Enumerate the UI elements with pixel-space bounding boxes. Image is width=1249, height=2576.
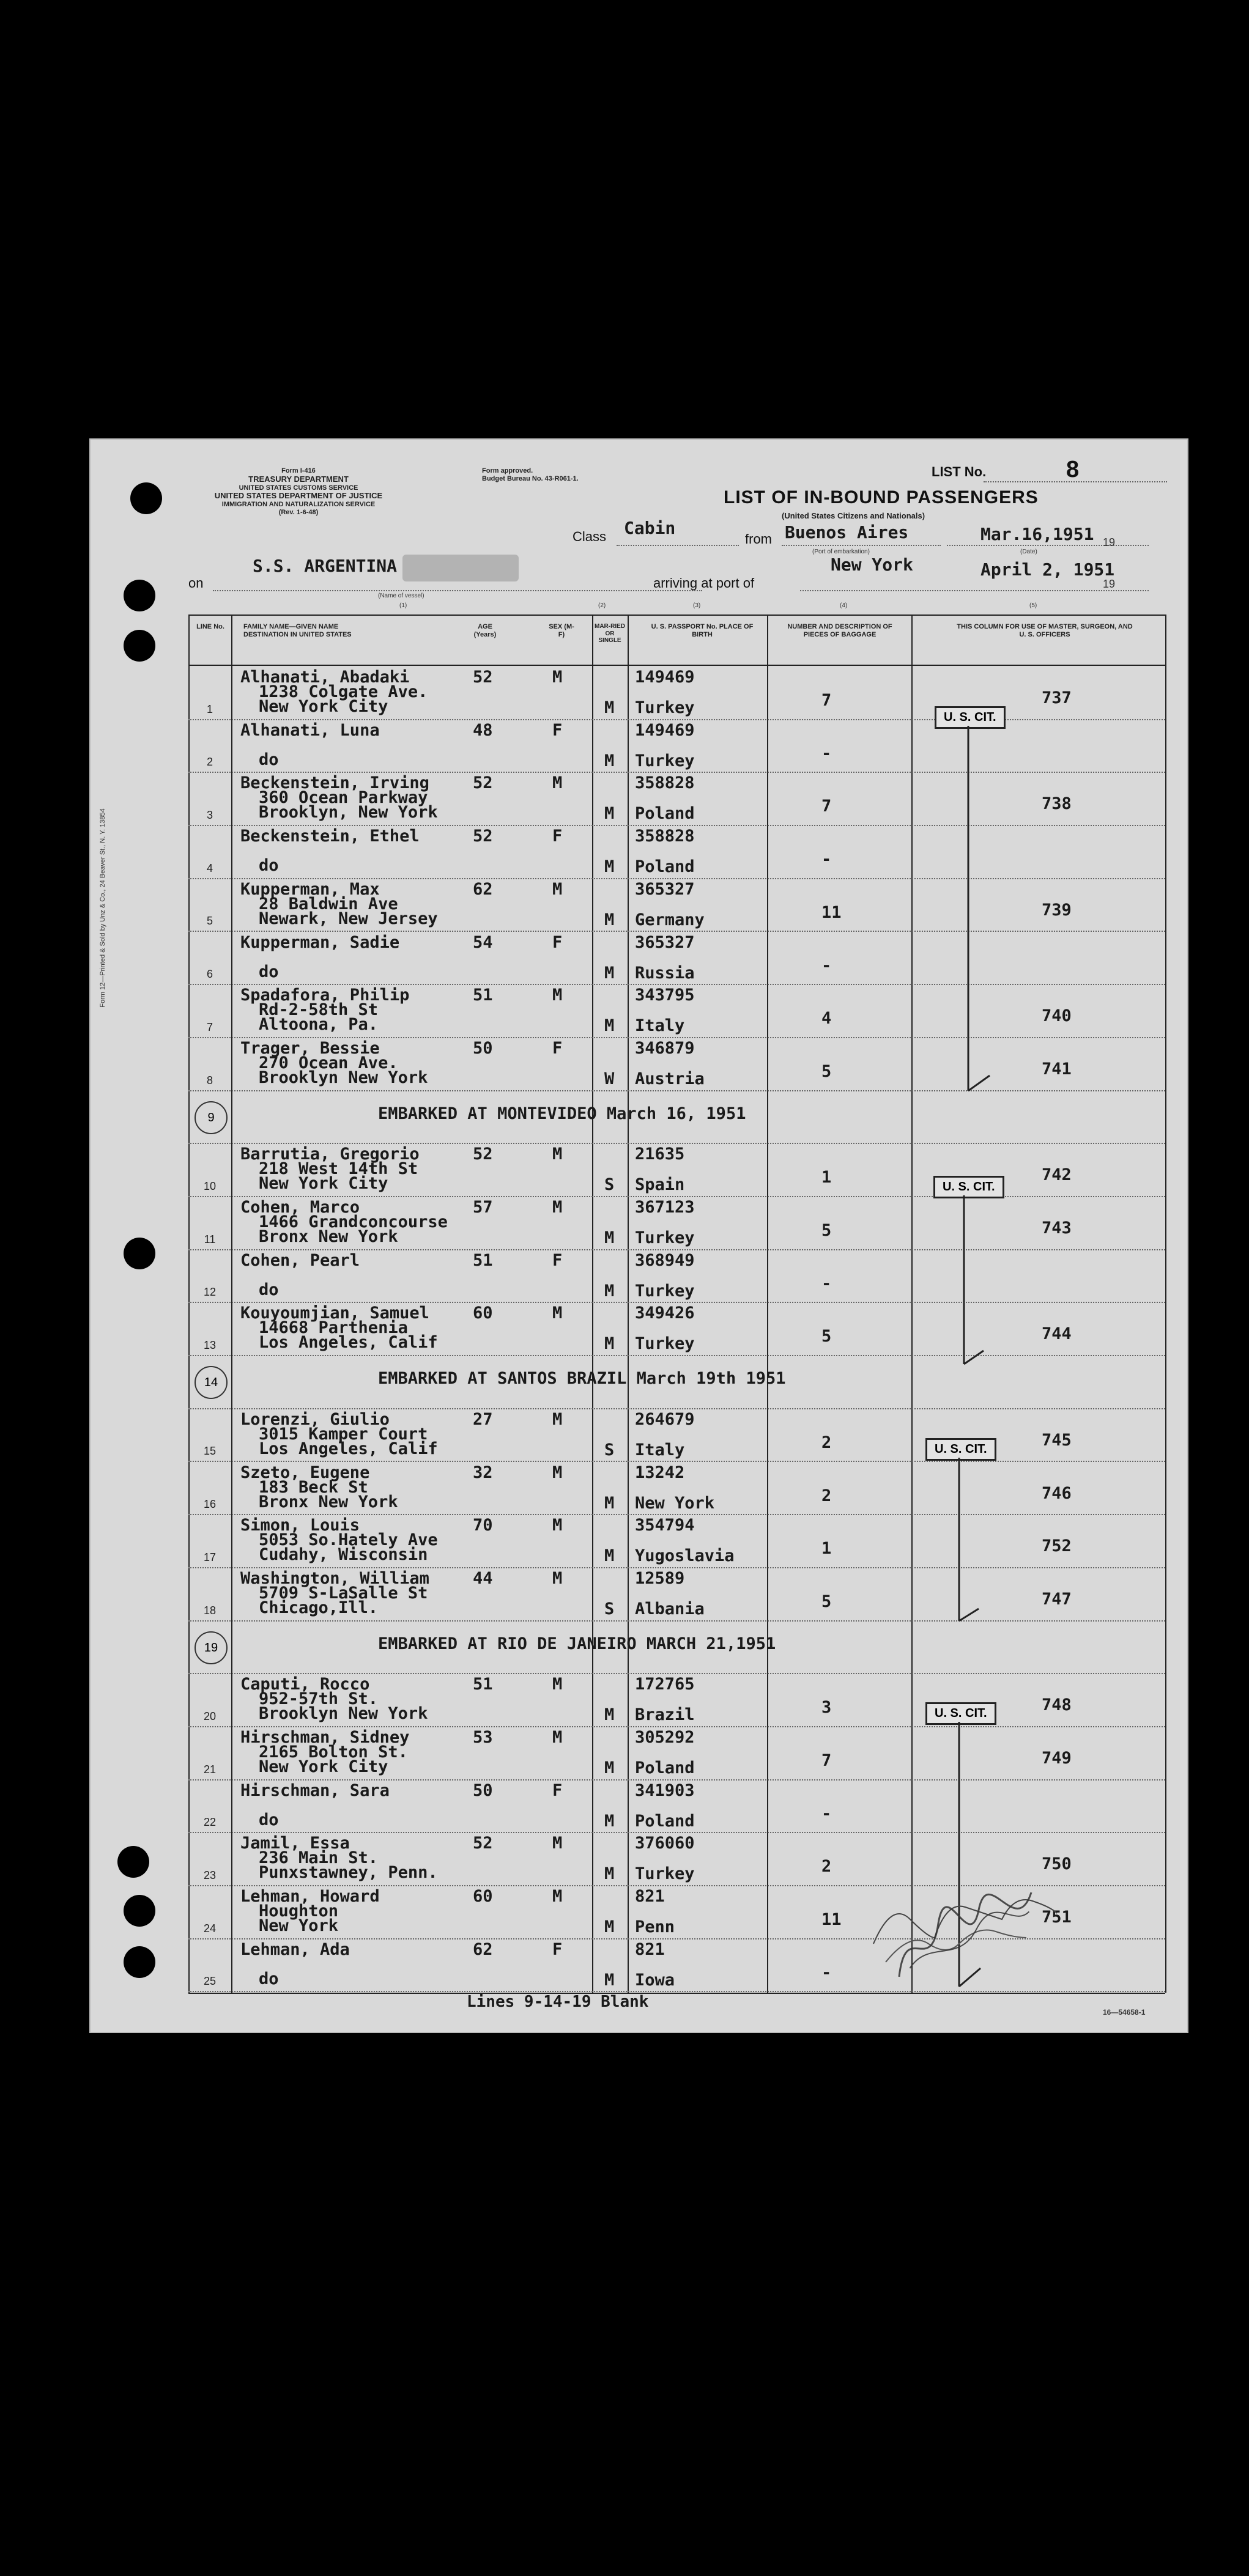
hdr-passport: U. S. PASSPORT No. PLACE OF BIRTH bbox=[651, 623, 754, 638]
form-code: 16—54658-1 bbox=[1103, 2008, 1146, 2017]
hdr-married: MAR-RIED OR SINGLE bbox=[595, 623, 625, 644]
row-marital-status: M bbox=[604, 1546, 615, 1566]
row-address-street: 3015 Kamper Court bbox=[259, 1424, 428, 1444]
customs-service: UNITED STATES CUSTOMS SERVICE bbox=[239, 484, 358, 492]
hdr-line-no: LINE No. bbox=[196, 623, 224, 630]
row-baggage: - bbox=[821, 1274, 832, 1293]
row-place-of-birth: Poland bbox=[635, 1811, 695, 1831]
row-age: 50 bbox=[473, 1781, 493, 1800]
row-age: 52 bbox=[473, 827, 493, 846]
form-number: Form I-416 bbox=[281, 467, 316, 474]
row-marital-status: M bbox=[604, 963, 615, 983]
row-baggage: 7 bbox=[821, 1751, 832, 1770]
row-address-city: Cudahy, Wisconsin bbox=[259, 1545, 428, 1565]
form-title: LIST OF IN-BOUND PASSENGERS bbox=[724, 487, 1039, 507]
row-address-street: 236 Main St. bbox=[259, 1848, 379, 1868]
row-place-of-birth: Austria bbox=[635, 1069, 705, 1088]
row-passport-number: 12589 bbox=[635, 1568, 685, 1588]
row-marital-status: M bbox=[604, 698, 615, 717]
row-passport-number: 358828 bbox=[635, 827, 695, 846]
row-age: 70 bbox=[473, 1516, 493, 1535]
row-name: Cohen, Marco bbox=[240, 1198, 360, 1217]
row-place-of-birth: Italy bbox=[635, 1016, 685, 1036]
blank-lines-note: Lines 9-14-19 Blank bbox=[467, 1993, 649, 2011]
row-passport-number: 305292 bbox=[635, 1728, 695, 1747]
row-address-city: do bbox=[259, 962, 279, 981]
row-address-city: Los Angeles, Calif bbox=[259, 1439, 438, 1458]
row-baggage: 2 bbox=[821, 1433, 832, 1452]
row-place-of-birth: Turkey bbox=[635, 1281, 695, 1301]
printer-imprint: Form 12—Printed & Sold by Unz & Co., 24 Beaver St., N. Y. 13854 bbox=[99, 808, 106, 1008]
row-address-city: New York bbox=[259, 1916, 339, 1936]
row-sex: M bbox=[552, 1145, 563, 1164]
row-line-number: 14 bbox=[195, 1366, 228, 1399]
row-age: 44 bbox=[473, 1568, 493, 1588]
row-passport-number: 376060 bbox=[635, 1834, 695, 1853]
row-age: 50 bbox=[473, 1038, 493, 1058]
row-passport-number: 821 bbox=[635, 1887, 665, 1906]
row-sex: M bbox=[552, 986, 563, 1005]
row-sex: M bbox=[552, 879, 563, 899]
row-marital-status: M bbox=[604, 1016, 615, 1036]
hdr-sex: SEX (M-F) bbox=[549, 623, 574, 638]
row-age: 53 bbox=[473, 1728, 493, 1747]
row-address-city: Punxstawney, Penn. bbox=[259, 1863, 438, 1883]
row-name: Spadafora, Philip bbox=[240, 986, 410, 1005]
row-marital-status: M bbox=[604, 910, 615, 929]
row-sex: F bbox=[552, 1250, 563, 1270]
row-address-city: Brooklyn, New York bbox=[259, 803, 438, 822]
row-line-number: 16 bbox=[203, 1498, 217, 1511]
form-subtitle: (United States Citizens and Nationals) bbox=[782, 511, 925, 520]
row-age: 57 bbox=[473, 1198, 493, 1217]
row-age: 62 bbox=[473, 1939, 493, 1959]
row-age: 52 bbox=[473, 1145, 493, 1164]
year-suffix: 19 bbox=[1103, 536, 1116, 548]
row-place-of-birth: Turkey bbox=[635, 751, 695, 770]
row-officer-number: 747 bbox=[1042, 1589, 1072, 1609]
row-baggage: - bbox=[821, 744, 832, 763]
manifest-sheet bbox=[89, 438, 1188, 2033]
arrival-date: April 2, 1951 bbox=[980, 559, 1115, 580]
row-place-of-birth: Poland bbox=[635, 804, 695, 824]
row-age: 60 bbox=[473, 1304, 493, 1323]
row-officer-number: 749 bbox=[1042, 1749, 1072, 1768]
from-label: from bbox=[745, 531, 772, 547]
row-line-number: 12 bbox=[203, 1286, 217, 1299]
section-heading: EMBARKED AT RIO DE JANEIRO MARCH 21,1951 bbox=[378, 1634, 776, 1653]
row-baggage: 2 bbox=[821, 1857, 832, 1877]
row-line-number: 23 bbox=[203, 1869, 217, 1882]
hdr-baggage: NUMBER AND DESCRIPTION OF PIECES OF BAGGAGE bbox=[787, 623, 892, 638]
row-passport-number: 343795 bbox=[635, 986, 695, 1005]
row-age: 52 bbox=[473, 668, 493, 687]
row-place-of-birth: Iowa bbox=[635, 1970, 675, 1990]
row-sex: F bbox=[552, 1781, 563, 1800]
row-age: 27 bbox=[473, 1409, 493, 1429]
row-sex: M bbox=[552, 1834, 563, 1853]
row-address-street: 270 Ocean Ave. bbox=[259, 1053, 398, 1072]
row-place-of-birth: Germany bbox=[635, 910, 705, 929]
row-line-number: 20 bbox=[203, 1710, 217, 1722]
justice-dept: UNITED STATES DEPARTMENT OF JUSTICE bbox=[214, 491, 383, 501]
row-line-number: 3 bbox=[206, 809, 213, 822]
row-address-street: 218 West 14th St bbox=[259, 1159, 418, 1179]
row-place-of-birth: Italy bbox=[635, 1440, 685, 1460]
us-citizen-stamp: U. S. CIT. bbox=[925, 1702, 996, 1725]
row-name: Lorenzi, Giulio bbox=[240, 1409, 390, 1429]
row-passport-number: 354794 bbox=[635, 1516, 695, 1535]
row-sex: F bbox=[552, 932, 563, 952]
row-address-street: Houghton bbox=[259, 1902, 339, 1921]
row-line-number: 2 bbox=[206, 756, 213, 769]
row-age: 52 bbox=[473, 1834, 493, 1853]
row-baggage: 5 bbox=[821, 1061, 832, 1081]
row-place-of-birth: Russia bbox=[635, 963, 695, 983]
row-age: 32 bbox=[473, 1463, 493, 1482]
row-baggage: 4 bbox=[821, 1009, 832, 1028]
row-name: Barrutia, Gregorio bbox=[240, 1145, 420, 1164]
row-officer-number: 745 bbox=[1042, 1430, 1072, 1450]
row-officer-number: 738 bbox=[1042, 794, 1072, 814]
row-marital-status: M bbox=[604, 804, 615, 824]
row-age: 51 bbox=[473, 1675, 493, 1694]
row-marital-status: W bbox=[604, 1069, 615, 1088]
row-name: Jamil, Essa bbox=[240, 1834, 350, 1853]
row-sex: M bbox=[552, 1675, 563, 1694]
row-place-of-birth: Yugoslavia bbox=[635, 1546, 735, 1566]
row-age: 51 bbox=[473, 1250, 493, 1270]
row-line-number: 1 bbox=[206, 703, 213, 715]
row-address-street: 14668 Parthenia bbox=[259, 1318, 408, 1338]
row-sex: F bbox=[552, 827, 563, 846]
row-sex: M bbox=[552, 1463, 563, 1482]
row-sex: M bbox=[552, 1568, 563, 1588]
row-address-city: do bbox=[259, 750, 279, 769]
hdr-officers: THIS COLUMN FOR USE OF MASTER, SURGEON, AND U. S. OFFICERS bbox=[957, 623, 1133, 638]
row-address-city: Bronx New York bbox=[259, 1492, 398, 1511]
row-baggage: 3 bbox=[821, 1698, 832, 1718]
arrival-year-suffix: 19 bbox=[1103, 578, 1116, 590]
row-marital-status: M bbox=[604, 751, 615, 770]
row-baggage: 11 bbox=[821, 1910, 842, 1930]
row-place-of-birth: Penn bbox=[635, 1917, 675, 1937]
ditto-lines bbox=[91, 440, 1190, 2034]
row-officer-number: 752 bbox=[1042, 1537, 1072, 1556]
row-baggage: 5 bbox=[821, 1221, 832, 1240]
row-name: Alhanati, Luna bbox=[240, 720, 380, 740]
row-marital-status: M bbox=[604, 1811, 615, 1831]
section-heading: EMBARKED AT MONTEVIDEO March 16, 1951 bbox=[378, 1104, 746, 1123]
budget-bureau: Budget Bureau No. 43-R061-1. bbox=[482, 474, 579, 482]
row-age: 60 bbox=[473, 1887, 493, 1906]
col-num-3: (3) bbox=[693, 602, 701, 609]
row-address-street: 952-57th St. bbox=[259, 1689, 379, 1709]
row-passport-number: 264679 bbox=[635, 1409, 695, 1429]
treasury-dept: TREASURY DEPARTMENT bbox=[248, 474, 349, 484]
row-name: Trager, Bessie bbox=[240, 1038, 380, 1058]
row-line-number: 5 bbox=[206, 915, 213, 928]
row-sex: M bbox=[552, 1198, 563, 1217]
row-passport-number: 365327 bbox=[635, 932, 695, 952]
row-address-street: 1466 Grandconcourse bbox=[259, 1212, 448, 1231]
row-sex: M bbox=[552, 1887, 563, 1906]
row-passport-number: 341903 bbox=[635, 1781, 695, 1800]
row-passport-number: 368949 bbox=[635, 1250, 695, 1270]
row-baggage: 1 bbox=[821, 1168, 832, 1187]
row-passport-number: 149469 bbox=[635, 720, 695, 740]
row-address-city: New York City bbox=[259, 1757, 388, 1776]
row-officer-number: 740 bbox=[1042, 1006, 1072, 1026]
row-sex: F bbox=[552, 1038, 563, 1058]
row-name: Kupperman, Max bbox=[240, 879, 380, 899]
row-officer-number: 737 bbox=[1042, 688, 1072, 707]
row-name: Hirschman, Sara bbox=[240, 1781, 390, 1800]
row-marital-status: M bbox=[604, 1228, 615, 1247]
row-baggage: 5 bbox=[821, 1592, 832, 1611]
row-officer-number: 744 bbox=[1042, 1324, 1072, 1344]
col-num-2: (2) bbox=[598, 602, 606, 609]
row-marital-status: M bbox=[604, 1864, 615, 1884]
row-address-city: New York City bbox=[259, 1174, 388, 1194]
row-sex: F bbox=[552, 1939, 563, 1959]
row-baggage: 7 bbox=[821, 691, 832, 710]
row-passport-number: 346879 bbox=[635, 1038, 695, 1058]
row-address-street: 183 Beck St bbox=[259, 1477, 368, 1497]
row-address-street: 5709 S-LaSalle St bbox=[259, 1583, 428, 1603]
us-citizen-stamp: U. S. CIT. bbox=[935, 706, 1006, 729]
row-name: Beckenstein, Irving bbox=[240, 773, 429, 793]
row-place-of-birth: Brazil bbox=[635, 1705, 695, 1725]
class-label: Class bbox=[573, 529, 607, 544]
row-address-city: Brooklyn New York bbox=[259, 1704, 428, 1724]
row-marital-status: M bbox=[604, 1281, 615, 1301]
row-passport-number: 172765 bbox=[635, 1675, 695, 1694]
form-approved: Form approved. bbox=[482, 467, 533, 474]
arrival-port: New York bbox=[831, 555, 913, 575]
us-citizen-stamp: U. S. CIT. bbox=[925, 1438, 996, 1461]
row-sex: M bbox=[552, 773, 563, 793]
row-marital-status: M bbox=[604, 1970, 615, 1990]
embark-port: Buenos Aires bbox=[785, 522, 909, 542]
row-officer-number: 748 bbox=[1042, 1696, 1072, 1715]
row-baggage: 11 bbox=[821, 902, 842, 922]
row-address-street: 28 Baldwin Ave bbox=[259, 894, 398, 913]
row-marital-status: M bbox=[604, 1917, 615, 1937]
row-address-city: do bbox=[259, 1969, 279, 1988]
row-address-city: Chicago,Ill. bbox=[259, 1598, 379, 1617]
row-address-city: Brooklyn New York bbox=[259, 1068, 428, 1087]
row-officer-number: 742 bbox=[1042, 1165, 1072, 1185]
vessel-caption: (Name of vessel) bbox=[378, 592, 424, 599]
date-caption: (Date) bbox=[1020, 548, 1037, 555]
row-marital-status: M bbox=[604, 1493, 615, 1513]
us-citizen-stamp: U. S. CIT. bbox=[933, 1176, 1004, 1198]
row-line-number: 22 bbox=[203, 1816, 217, 1829]
col-num-4: (4) bbox=[840, 602, 848, 609]
row-passport-number: 821 bbox=[635, 1939, 665, 1959]
row-name: Lehman, Ada bbox=[240, 1939, 350, 1959]
row-place-of-birth: Poland bbox=[635, 857, 695, 877]
row-officer-number: 743 bbox=[1042, 1219, 1072, 1238]
row-address-street: 1238 Colgate Ave. bbox=[259, 682, 428, 701]
row-sex: M bbox=[552, 1516, 563, 1535]
row-baggage: 7 bbox=[821, 797, 832, 816]
row-line-number: 4 bbox=[206, 862, 213, 874]
revision: (Rev. 1-6-48) bbox=[278, 508, 319, 516]
hdr-age: AGE (Years) bbox=[473, 623, 497, 638]
row-line-number: 10 bbox=[203, 1179, 217, 1192]
row-line-number: 8 bbox=[206, 1074, 213, 1087]
row-line-number: 6 bbox=[206, 968, 213, 981]
row-line-number: 15 bbox=[203, 1445, 217, 1458]
row-passport-number: 149469 bbox=[635, 668, 695, 687]
row-place-of-birth: Turkey bbox=[635, 1228, 695, 1247]
row-name: Kouyoumjian, Samuel bbox=[240, 1304, 429, 1323]
row-line-number: 11 bbox=[204, 1233, 216, 1246]
row-passport-number: 13242 bbox=[635, 1463, 685, 1482]
row-sex: M bbox=[552, 668, 563, 687]
row-address-street: Rd-2-58th St bbox=[259, 1000, 379, 1020]
row-passport-number: 365327 bbox=[635, 879, 695, 899]
port-embark-caption: (Port of embarkation) bbox=[812, 548, 870, 555]
list-number: 8 bbox=[1066, 457, 1080, 482]
hdr-name: FAMILY NAME—GIVEN NAME DESTINATION IN UNITED STATES bbox=[243, 623, 352, 638]
row-line-number: 21 bbox=[203, 1763, 217, 1776]
row-name: Caputi, Rocco bbox=[240, 1675, 370, 1694]
row-marital-status: S bbox=[604, 1440, 615, 1460]
row-address-city: Bronx New York bbox=[259, 1227, 398, 1246]
row-officer-number: 741 bbox=[1042, 1059, 1072, 1079]
row-officer-number: 751 bbox=[1042, 1908, 1072, 1927]
row-marital-status: S bbox=[604, 1599, 615, 1618]
row-marital-status: S bbox=[604, 1175, 615, 1195]
row-baggage: 1 bbox=[821, 1539, 832, 1559]
row-place-of-birth: Turkey bbox=[635, 1334, 695, 1354]
row-baggage: - bbox=[821, 850, 832, 869]
row-address-city: Los Angeles, Calif bbox=[259, 1333, 438, 1353]
row-age: 48 bbox=[473, 720, 493, 740]
row-passport-number: 358828 bbox=[635, 773, 695, 793]
row-place-of-birth: Albania bbox=[635, 1599, 705, 1618]
row-address-city: do bbox=[259, 856, 279, 876]
row-place-of-birth: Poland bbox=[635, 1759, 695, 1777]
row-address-city: do bbox=[259, 1810, 279, 1829]
embark-date: Mar.16,1951 bbox=[980, 524, 1094, 544]
row-name: Kupperman, Sadie bbox=[240, 932, 400, 952]
row-name: Washington, William bbox=[240, 1568, 429, 1588]
row-place-of-birth: Turkey bbox=[635, 1864, 695, 1884]
row-line-number: 7 bbox=[206, 1020, 213, 1033]
col-num-1: (1) bbox=[399, 602, 407, 609]
ins-service: IMMIGRATION AND NATURALIZATION SERVICE bbox=[221, 501, 376, 509]
row-name: Szeto, Eugene bbox=[240, 1463, 370, 1482]
row-baggage: 2 bbox=[821, 1486, 832, 1505]
row-marital-status: M bbox=[604, 857, 615, 877]
row-sex: M bbox=[552, 1304, 563, 1323]
row-age: 54 bbox=[473, 932, 493, 952]
row-sex: M bbox=[552, 1409, 563, 1429]
row-baggage: 5 bbox=[821, 1327, 832, 1346]
row-address-street: 360 Ocean Parkway bbox=[259, 788, 428, 808]
row-place-of-birth: Turkey bbox=[635, 698, 695, 717]
row-address-city: do bbox=[259, 1280, 279, 1299]
row-marital-status: M bbox=[604, 1334, 615, 1354]
row-passport-number: 349426 bbox=[635, 1304, 695, 1323]
row-line-number: 17 bbox=[203, 1551, 217, 1563]
row-address-city: Newark, New Jersey bbox=[259, 909, 438, 928]
row-sex: F bbox=[552, 720, 563, 740]
row-baggage: - bbox=[821, 1963, 832, 1982]
arriving-label: arriving at port of bbox=[653, 575, 755, 591]
row-place-of-birth: New York bbox=[635, 1493, 715, 1513]
row-name: Hirschman, Sidney bbox=[240, 1728, 410, 1747]
vessel-name: S.S. ARGENTINA bbox=[253, 556, 398, 576]
row-passport-number: 21635 bbox=[635, 1145, 685, 1164]
row-sex: M bbox=[552, 1728, 563, 1747]
section-heading: EMBARKED AT SANTOS BRAZIL March 19th 1951 bbox=[378, 1369, 786, 1389]
row-age: 51 bbox=[473, 986, 493, 1005]
row-baggage: - bbox=[821, 956, 832, 975]
row-place-of-birth: Spain bbox=[635, 1175, 685, 1195]
row-line-number: 24 bbox=[203, 1922, 217, 1935]
row-passport-number: 367123 bbox=[635, 1198, 695, 1217]
row-name: Alhanati, Abadaki bbox=[240, 668, 410, 687]
row-age: 62 bbox=[473, 879, 493, 899]
row-line-number: 13 bbox=[203, 1339, 217, 1352]
row-name: Beckenstein, Ethel bbox=[240, 827, 420, 846]
col-num-5: (5) bbox=[1029, 602, 1037, 609]
row-name: Lehman, Howard bbox=[240, 1887, 380, 1906]
class-value: Cabin bbox=[624, 518, 676, 538]
row-officer-number: 739 bbox=[1042, 900, 1072, 920]
row-name: Cohen, Pearl bbox=[240, 1250, 360, 1270]
row-address-city: Altoona, Pa. bbox=[259, 1015, 379, 1035]
row-line-number: 19 bbox=[195, 1631, 228, 1664]
row-line-number: 9 bbox=[195, 1101, 228, 1134]
row-name: Simon, Louis bbox=[240, 1516, 360, 1535]
row-line-number: 25 bbox=[203, 1975, 217, 1988]
row-address-street: 5053 So.Hately Ave bbox=[259, 1530, 438, 1550]
row-address-city: New York City bbox=[259, 697, 388, 716]
row-marital-status: M bbox=[604, 1705, 615, 1725]
row-age: 52 bbox=[473, 773, 493, 793]
row-marital-status: M bbox=[604, 1759, 615, 1777]
row-officer-number: 746 bbox=[1042, 1483, 1072, 1503]
row-officer-number: 750 bbox=[1042, 1854, 1072, 1874]
on-label: on bbox=[188, 575, 204, 591]
row-baggage: - bbox=[821, 1804, 832, 1823]
row-line-number: 18 bbox=[203, 1604, 217, 1617]
list-number-label: LIST No. bbox=[932, 464, 987, 479]
row-address-street: 2165 Bolton St. bbox=[259, 1743, 408, 1762]
